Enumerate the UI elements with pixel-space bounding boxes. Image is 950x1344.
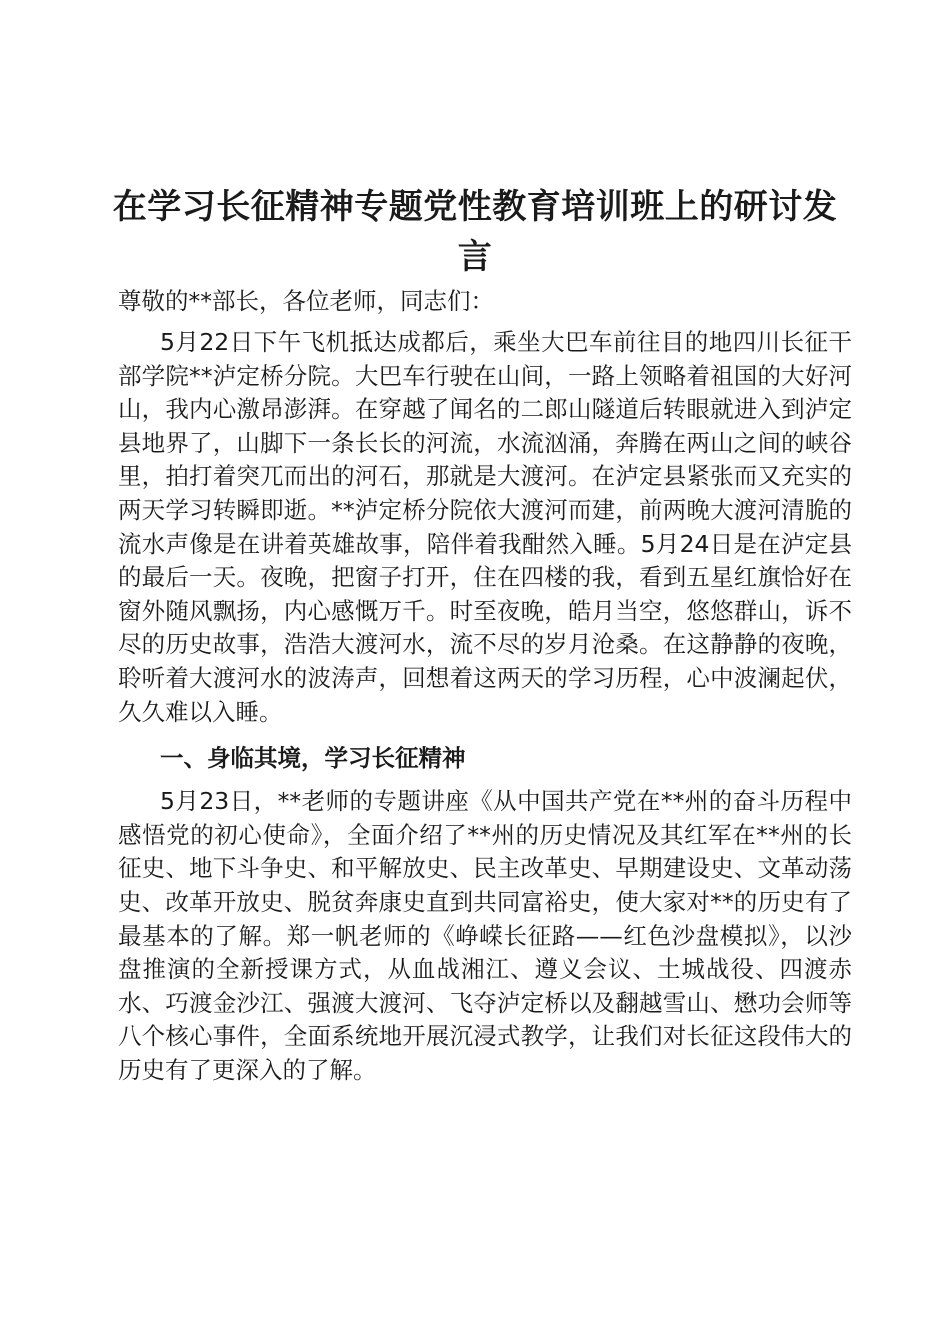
paragraph-2: 5月23日，**老师的专题讲座《从中国共产党在**州的奋斗历程中感悟党的初心使命》，全面介绍了**州的历史情况及其红军在**州的长征史、地下斗争史、和平解放史、民主改革史、早期建设史、文革动荡史、改革开放史、脱贫奔康史直到共同富裕史，使大家对**的历史有了最基本的了解。郑一帆老师的《峥嵘长征路——红色沙盘模拟》，以沙盘推演的全新授课方式，从血战湘江、遵义会议、土城战役、四渡赤水、巧渡金沙江、强渡大渡河、飞夺泸定桥以及翻越雪山、懋功会师等八个核心事件，全面系统地开展沉浸式教学，让我们对长征这段伟大的历史有了更深入的了解。 [118,787,852,1084]
section-1-heading: 一、身临其境，学习长征精神 [160,744,466,773]
document-body [118,284,852,1087]
document-title: 在学习长征精神专题党性教育培训班上的研讨发言 [112,187,838,277]
salutation: 尊敬的**部长，各位老师，同志们： [118,287,494,315]
paragraph-1: 5月22日下午飞机抵达成都后，乘坐大巴车前往目的地四川长征干部学院**泸定桥分院。大巴车行驶在山间，一路上领略着祖国的大好河山，我内心激昂澎湃。在穿越了闻名的二郎山隧道后转眼就进入到泸定县地界了，山脚下一条长长的河流，水流汹涌，奔腾在两山之间的峡谷里，拍打着突兀而出的河石，那就是大渡河。在泸定县紧张而又充实的两天学习转瞬即逝。**泸定桥分院依大渡河而建，前两晚大渡河清脆的流水声像是在讲着英雄故事，陪伴着我酣然入睡。5月24日是在泸定县的最后一天。夜晚，把窗子打开，住在四楼的我，看到五星红旗恰好在窗外随风飘扬，内心感慨万千。时至夜晚，皓月当空，悠悠群山，诉不尽的历史故事，浩浩大渡河水，流不尽的岁月沧桑。在这静静的夜晚，聆听着大渡河水的波涛声，回想着这两天的学习历程，心中波澜起伏，久久难以入睡。 [118,328,852,726]
